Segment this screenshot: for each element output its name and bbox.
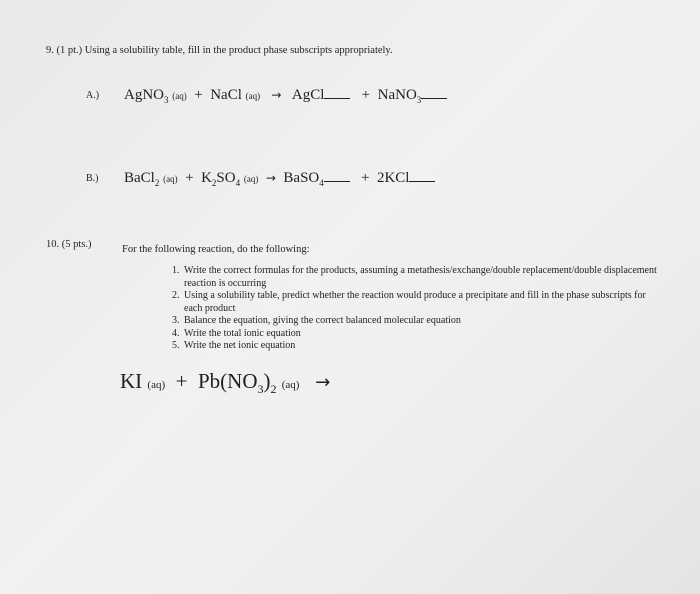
instruction-item: 4. Write the total ionic equation <box>182 328 662 341</box>
state-aq: (aq) <box>281 379 300 391</box>
phase-blank-baso4[interactable] <box>324 169 350 182</box>
part-a-label: A.) <box>86 90 100 101</box>
equation-a <box>124 86 447 105</box>
reactant-bacl2: BaCl$_2$ <box>124 170 160 188</box>
instruction-list <box>160 265 662 353</box>
instruction-item: 1. Write the correct formulas for the products, assuming a metathesis/exchange/double replacement/double displacement reaction is occurring <box>182 265 662 290</box>
reaction-arrow-icon: → <box>265 171 276 185</box>
product-kcl: 2KCl <box>376 170 410 186</box>
reactant-nacl: NaCl <box>210 87 242 103</box>
phase-blank-nano3[interactable] <box>421 86 447 99</box>
instruction-item: 3. Balance the equation, giving the correct balanced molecular equation <box>182 315 662 328</box>
equation-b <box>124 169 435 188</box>
plus-sign: + <box>194 87 203 103</box>
product-agcl: AgCl <box>291 87 325 103</box>
reactant-ki: KI <box>120 369 143 393</box>
question-9-prompt: 9. (1 pt.) Using a solubility table, fill in the product phase subscripts appropriately. <box>46 45 393 56</box>
product-baso4: BaSO$_4$ <box>283 170 324 188</box>
plus-sign: + <box>175 369 188 393</box>
state-aq: (aq) <box>245 91 261 101</box>
state-aq: (aq) <box>243 174 259 184</box>
state-aq: (aq) <box>163 174 178 184</box>
reaction-arrow-icon: → <box>271 88 282 102</box>
phase-blank-kcl[interactable] <box>409 169 435 182</box>
reaction-equation <box>120 369 330 397</box>
reactant-agno3: AgNO$_3$ <box>124 87 169 105</box>
state-aq: (aq) <box>147 379 166 391</box>
product-nano3: NaNO$_3$ <box>377 87 422 105</box>
question-10-intro: For the following reaction, do the following: <box>122 244 310 255</box>
instruction-item: 2. Using a solubility table, predict whether the reaction would produce a precipitate and fill in the phase subscripts for each product <box>182 290 662 315</box>
plus-sign: + <box>361 87 371 103</box>
state-aq: (aq) <box>172 91 187 101</box>
reaction-arrow-icon: → <box>315 372 331 393</box>
reactant-pbno32: $Pb(NO_3)_2$ <box>197 369 277 397</box>
plus-sign: + <box>361 170 370 186</box>
question-10-points: 10. (5 pts.) <box>46 239 92 250</box>
instruction-item: 5. Write the net ionic equation <box>182 340 662 353</box>
part-b-label: B.) <box>86 173 99 184</box>
reactant-k2so4: $K_2SO_4$ <box>201 170 241 188</box>
plus-sign: + <box>185 170 194 186</box>
phase-blank-agcl[interactable] <box>324 86 350 99</box>
